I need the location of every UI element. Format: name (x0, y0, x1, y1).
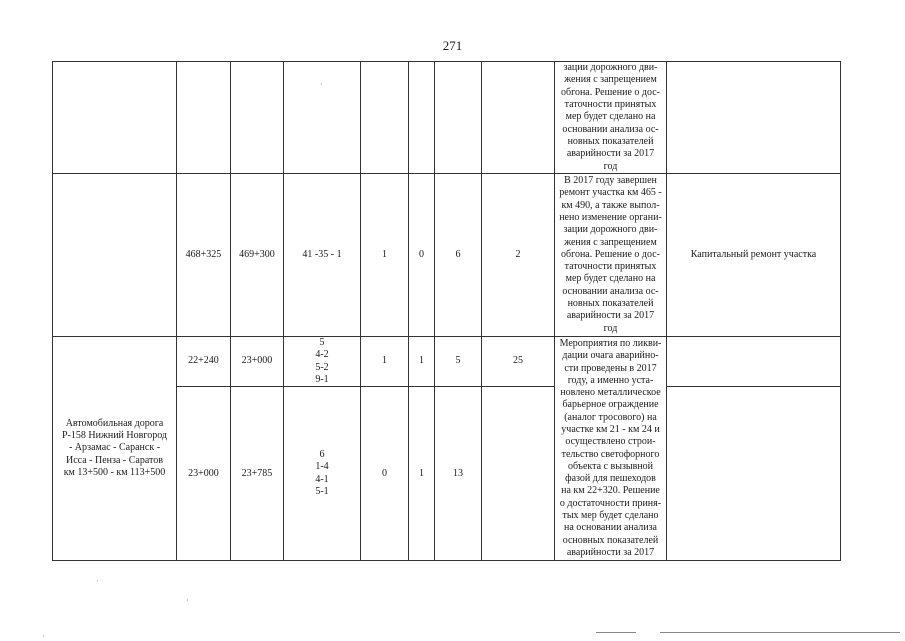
count-cell (482, 62, 555, 174)
accident-sites-table (52, 61, 841, 561)
km-start-cell (177, 62, 231, 174)
road-name-cell (53, 62, 177, 174)
scan-artifact-line (660, 632, 900, 633)
count-cell: 1 (361, 337, 409, 387)
count-cell: 1 (361, 174, 409, 337)
scan-speck: · (320, 80, 323, 89)
scan-speck: · (42, 632, 45, 641)
code-cell: 41 -35 - 1 (284, 174, 361, 337)
count-cell: 6 (435, 174, 482, 337)
code-cell: 6 1-4 4-1 5-1 (284, 387, 361, 561)
count-cell (435, 62, 482, 174)
scan-artifact-line (596, 632, 636, 633)
km-start-cell: 22+240 (177, 337, 231, 387)
count-cell (482, 387, 555, 561)
measure-cell: Капитальный ремонт участка (667, 174, 841, 337)
count-cell (361, 62, 409, 174)
road-name-cell: Автомобильная дорога Р-158 Нижний Новгород - Арзамас - Саранск - Исса - Пенза - Саратов км 13+500 - км 113+500 (53, 337, 177, 561)
code-cell (284, 62, 361, 174)
km-end-cell (231, 62, 284, 174)
count-cell: 1 (409, 337, 435, 387)
description-cell: В 2017 году завершен ремонт участка км 465 - км 490, а также выпол- нено изменение органи- зации дорожного дви- жения с запрещением обгона. Решение о дос- таточности принятых мер будет сделано на основании анализа ос- новных показателей аварийности за 2017 год (555, 174, 667, 337)
count-cell: 0 (409, 174, 435, 337)
description-cell: Мероприятия по ликви- дации очага аварийно- сти проведены в 2017 году, а именно уста- новлено металлическое барьерное ограждение (аналог тросового) на участке км 21 - км 24 и осуществлено строи- тельство светофорного объекта с вызывной фазой для пешеходов на км 22+320. Решение о достаточности приня- тых мер будет сделано на основании анализа основных показателей аварийности за 2017 (555, 337, 667, 561)
road-name-cell (53, 174, 177, 337)
code-cell: 5 4-2 5-2 9-1 (284, 337, 361, 387)
page-number: 271 (442, 38, 463, 53)
count-cell: 13 (435, 387, 482, 561)
km-end-cell: 469+300 (231, 174, 284, 337)
measure-cell (667, 337, 841, 387)
table-row (53, 174, 841, 337)
scan-speck: · (186, 596, 189, 605)
scan-speck: · (96, 577, 99, 586)
table-row (53, 337, 841, 387)
count-cell: 1 (409, 387, 435, 561)
count-cell: 25 (482, 337, 555, 387)
description-cell: зации дорожного дви- жения с запрещением обгона. Решение о дос- таточности принятых мер будет сделано на основании анализа ос- новных показателей аварийности за 2017 год (555, 62, 667, 174)
km-start-cell: 23+000 (177, 387, 231, 561)
count-cell: 0 (361, 387, 409, 561)
km-start-cell: 468+325 (177, 174, 231, 337)
count-cell: 5 (435, 337, 482, 387)
count-cell (409, 62, 435, 174)
count-cell: 2 (482, 174, 555, 337)
measure-cell (667, 62, 841, 174)
km-end-cell: 23+785 (231, 387, 284, 561)
table-row (53, 62, 841, 174)
km-end-cell: 23+000 (231, 337, 284, 387)
measure-cell (667, 387, 841, 561)
